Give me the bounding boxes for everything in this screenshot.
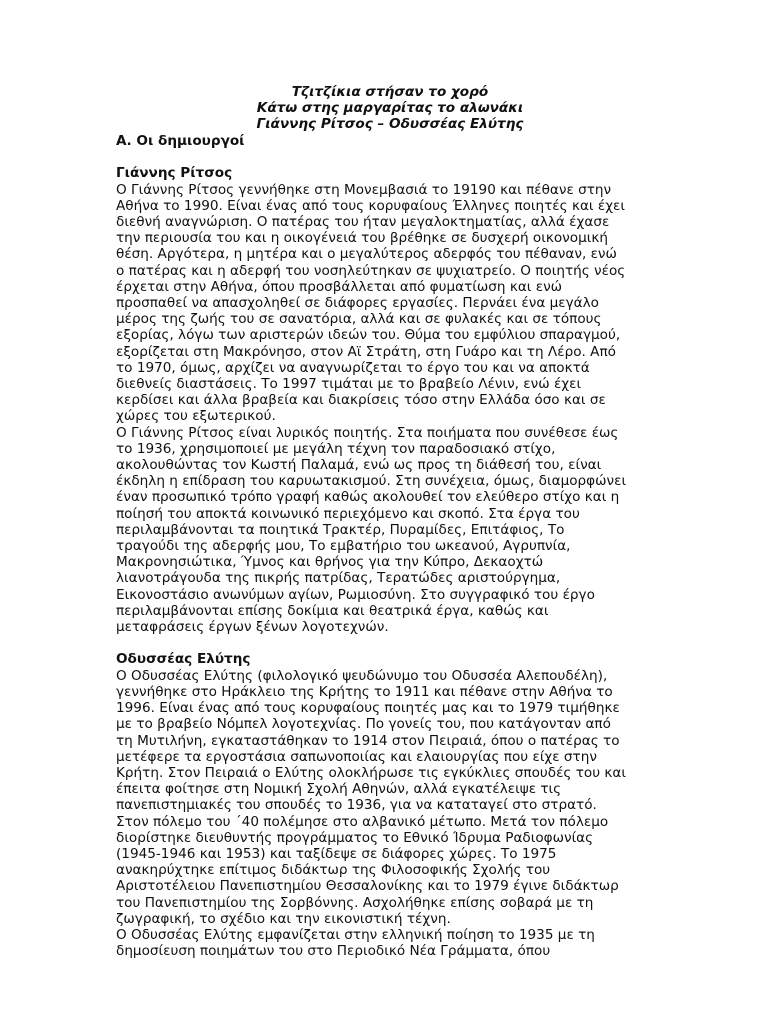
title-line-1: Τζιτζίκια στήσαν το χορό [291, 84, 489, 100]
text-line: Εικονοστάσιο ανωνύμων αγίων, Ρωμιοσύνη. Στο συγγραφικό του έργο [116, 586, 595, 603]
text-line: Ο Οδυσσέας Ελύτης εμφανίζεται στην ελληνική ποίηση το 1935 με τη [116, 926, 595, 943]
text-line: μέρος της ζωής του σε σανατόρια, αλλά και σε φυλακές και σε τόπους [116, 311, 602, 328]
text-line: μεταφράσεις έργων ξένων λογοτεχνών. [116, 618, 389, 635]
text-line: του Πανεπιστημίου της Σορβόννης. Ασχολήθηκε επίσης σοβαρά με τη [116, 894, 594, 911]
text-line: (1945-1946 και 1953) και ταξίδεψε σε διάφορες χώρες. Το 1975 [116, 845, 557, 862]
text-line: πανεπιστημιακές του σπουδές το 1936, για να καταταγεί στο στρατό. [116, 797, 597, 814]
text-line: διορίστηκε διευθυντής προγράμματος το Εθνικό Ίδρυμα Ραδιοφωνίας [116, 829, 594, 846]
text-line: Μακρονησιώτικα, Ύμνος και θρήνος για την Κύπρο, Δεκαοχτώ [116, 554, 544, 571]
text-line: ζωγραφική, το σχέδιο και την εικονιστική τέχνη. [116, 910, 451, 927]
text-line: δημοσίευση ποιημάτων του στο Περιοδικό Νέα Γράμματα, όπου [116, 943, 551, 960]
text-line: Ο Οδυσσέας Ελύτης (φιλολογικό ψευδώνυμο του Οδυσσέα Αλεπουδέλη), [116, 667, 608, 684]
text-line: Ο Γιάννης Ρίτσος γεννήθηκε στη Μονεμβασιά το 19190 και πέθανε στην [116, 181, 612, 198]
text-line: εξορίζεται στη Μακρόνησο, στον Αϊ Στράτη, στη Γυάρο και τη Λέρο. Από [116, 343, 616, 360]
elytis-biography [116, 668, 656, 960]
text-line: με το βραβείο Νόμπελ λογοτεχνίας. Πο γονείς του, που κατάγονταν από [116, 716, 611, 733]
text-line: ποίησή του αποκτά κοινωνικό περιεχόμενο και σκοπό. Στα έργα του [116, 505, 580, 522]
ritsos-biography [116, 182, 656, 636]
text-line: διεθνείς διαστάσεις. Το 1997 τιμάται με το βραβείο Λένιν, ενώ έχει [116, 375, 582, 392]
text-line: ακολουθώντας τον Κωστή Παλαμά, ενώ ως προς τη διάθεσή του, είναι [116, 456, 602, 473]
text-line: έναν προσωπικό τρόπο γραφή καθώς ακολουθεί τον ελεύθερο στίχο και η [116, 489, 620, 506]
text-line: Στον πόλεμο του ΄40 πολέμησε στο αλβανικό μέτωπο. Μετά τον πόλεμο [116, 813, 609, 830]
text-line: ανακηρύχτηκε επίτιμος διδάκτωρ της Φιλοσοφικής Σχολής του [116, 862, 551, 879]
title-line-3: Γιάννης Ρίτσος – Οδυσσέας Ελύτης [256, 116, 524, 132]
text-line: χώρες του εξωτερικού. [116, 408, 276, 425]
text-line: προσπαθεί να απασχοληθεί σε διάφορες εργασίες. Περνάει ένα μεγάλο [116, 294, 599, 311]
text-line: το 1936, χρησιμοποιεί με μεγάλη τέχνη τον παραδοσιακό στίχο, [116, 440, 556, 457]
text-line: γεννήθηκε στο Ηράκλειο της Κρήτης το 1911 και πέθανε στην Αθήνα το [116, 683, 613, 700]
text-line: εξορίας, λόγω των αριστερών ιδεών του. Θύμα του εμφύλιου σπαραγμού, [116, 327, 621, 344]
text-line: περιλαμβάνονται επίσης δοκίμια και θεατρικά έργα, καθώς και [116, 602, 549, 619]
document-title-block [124, 84, 656, 132]
text-line: τραγούδι της αδερφής μου, Το εμβατήριο του ωκεανού, Αγρυπνία, [116, 537, 571, 554]
text-line: διεθνή αναγνώριση. Ο πατέρας του ήταν μεγαλοκτηματίας, αλλά έχασε [116, 213, 610, 230]
section-a-heading: Α. Οι δημιουργοί [116, 133, 245, 149]
text-line: τη Μυτιλήνη, εγκαταστάθηκαν το 1914 στον Πειραιά, όπου ο πατέρας το [116, 732, 620, 749]
text-line: 1996. Είναι ένας από τους κορυφαίους ποιητές μας και το 1979 τιμήθηκε [116, 700, 620, 717]
title-line-2: Κάτω στης μαργαρίτας το αλωνάκι [256, 100, 524, 116]
text-line: έρχεται στην Αθήνα, όπου προσβάλλεται από φυματίωση και ενώ [116, 278, 563, 295]
text-line: κερδίσει και άλλα βραβεία και διακρίσεις τόσο στην Ελλάδα όσο και σε [116, 392, 606, 409]
text-line: Ο Γιάννης Ρίτσος είναι λυρικός ποιητής. Στα ποιήματα που συνέθεσε έως [116, 424, 619, 441]
text-line: έκδηλη η επίδραση του καρυωτακισμού. Στη συνέχεια, όμως, διαμορφώνει [116, 473, 627, 490]
text-line: ο πατέρας και η αδερφή του νοσηλεύτηκαν σε ψυχιατρείο. Ο ποιητής νέος [116, 262, 626, 279]
text-line: λιανοτράγουδα της πικρής πατρίδας, Τερατώδες αριστούργημα, [116, 570, 561, 587]
text-line: Αθήνα το 1990. Είναι ένας από τους κορυφαίους Έλληνες ποιητές και έχει [116, 197, 625, 214]
text-line: μετέφερε τα εργοστάσια σαπωνοποιίας και ελαιουργίας που είχε στην [116, 748, 597, 765]
text-line: το 1970, όμως, αρχίζει να αναγνωρίζεται το έργο του και να αποκτά [116, 359, 590, 376]
text-line: περιλαμβάνονται τα ποιητικά Τρακτέρ, Πυραμίδες, Επιτάφιος, Το [116, 521, 565, 538]
document-page [116, 84, 656, 959]
text-line: έπειτα φοίτησε στη Νομική Σχολή Αθηνών, αλλά εγκατέλειψε τις [116, 781, 562, 798]
elytis-heading: Οδυσσέας Ελύτης [116, 651, 251, 668]
ritsos-heading: Γιάννης Ρίτσος [116, 165, 233, 181]
text-line: θέση. Αργότερα, η μητέρα και ο μεγαλύτερος αδερφός του πέθαναν, ενώ [116, 246, 617, 263]
text-line: Αριστοτέλειου Πανεπιστημίου Θεσσαλονίκης και το 1979 έγινε διδάκτωρ [116, 878, 619, 895]
text-line: την περιουσία του και η οικογένειά του βρέθηκε σε δυσχερή οικονομική [116, 230, 608, 247]
text-line: Κρήτη. Στον Πειραιά ο Ελύτης ολοκλήρωσε τις εγκύκλιες σπουδές του και [116, 764, 626, 781]
